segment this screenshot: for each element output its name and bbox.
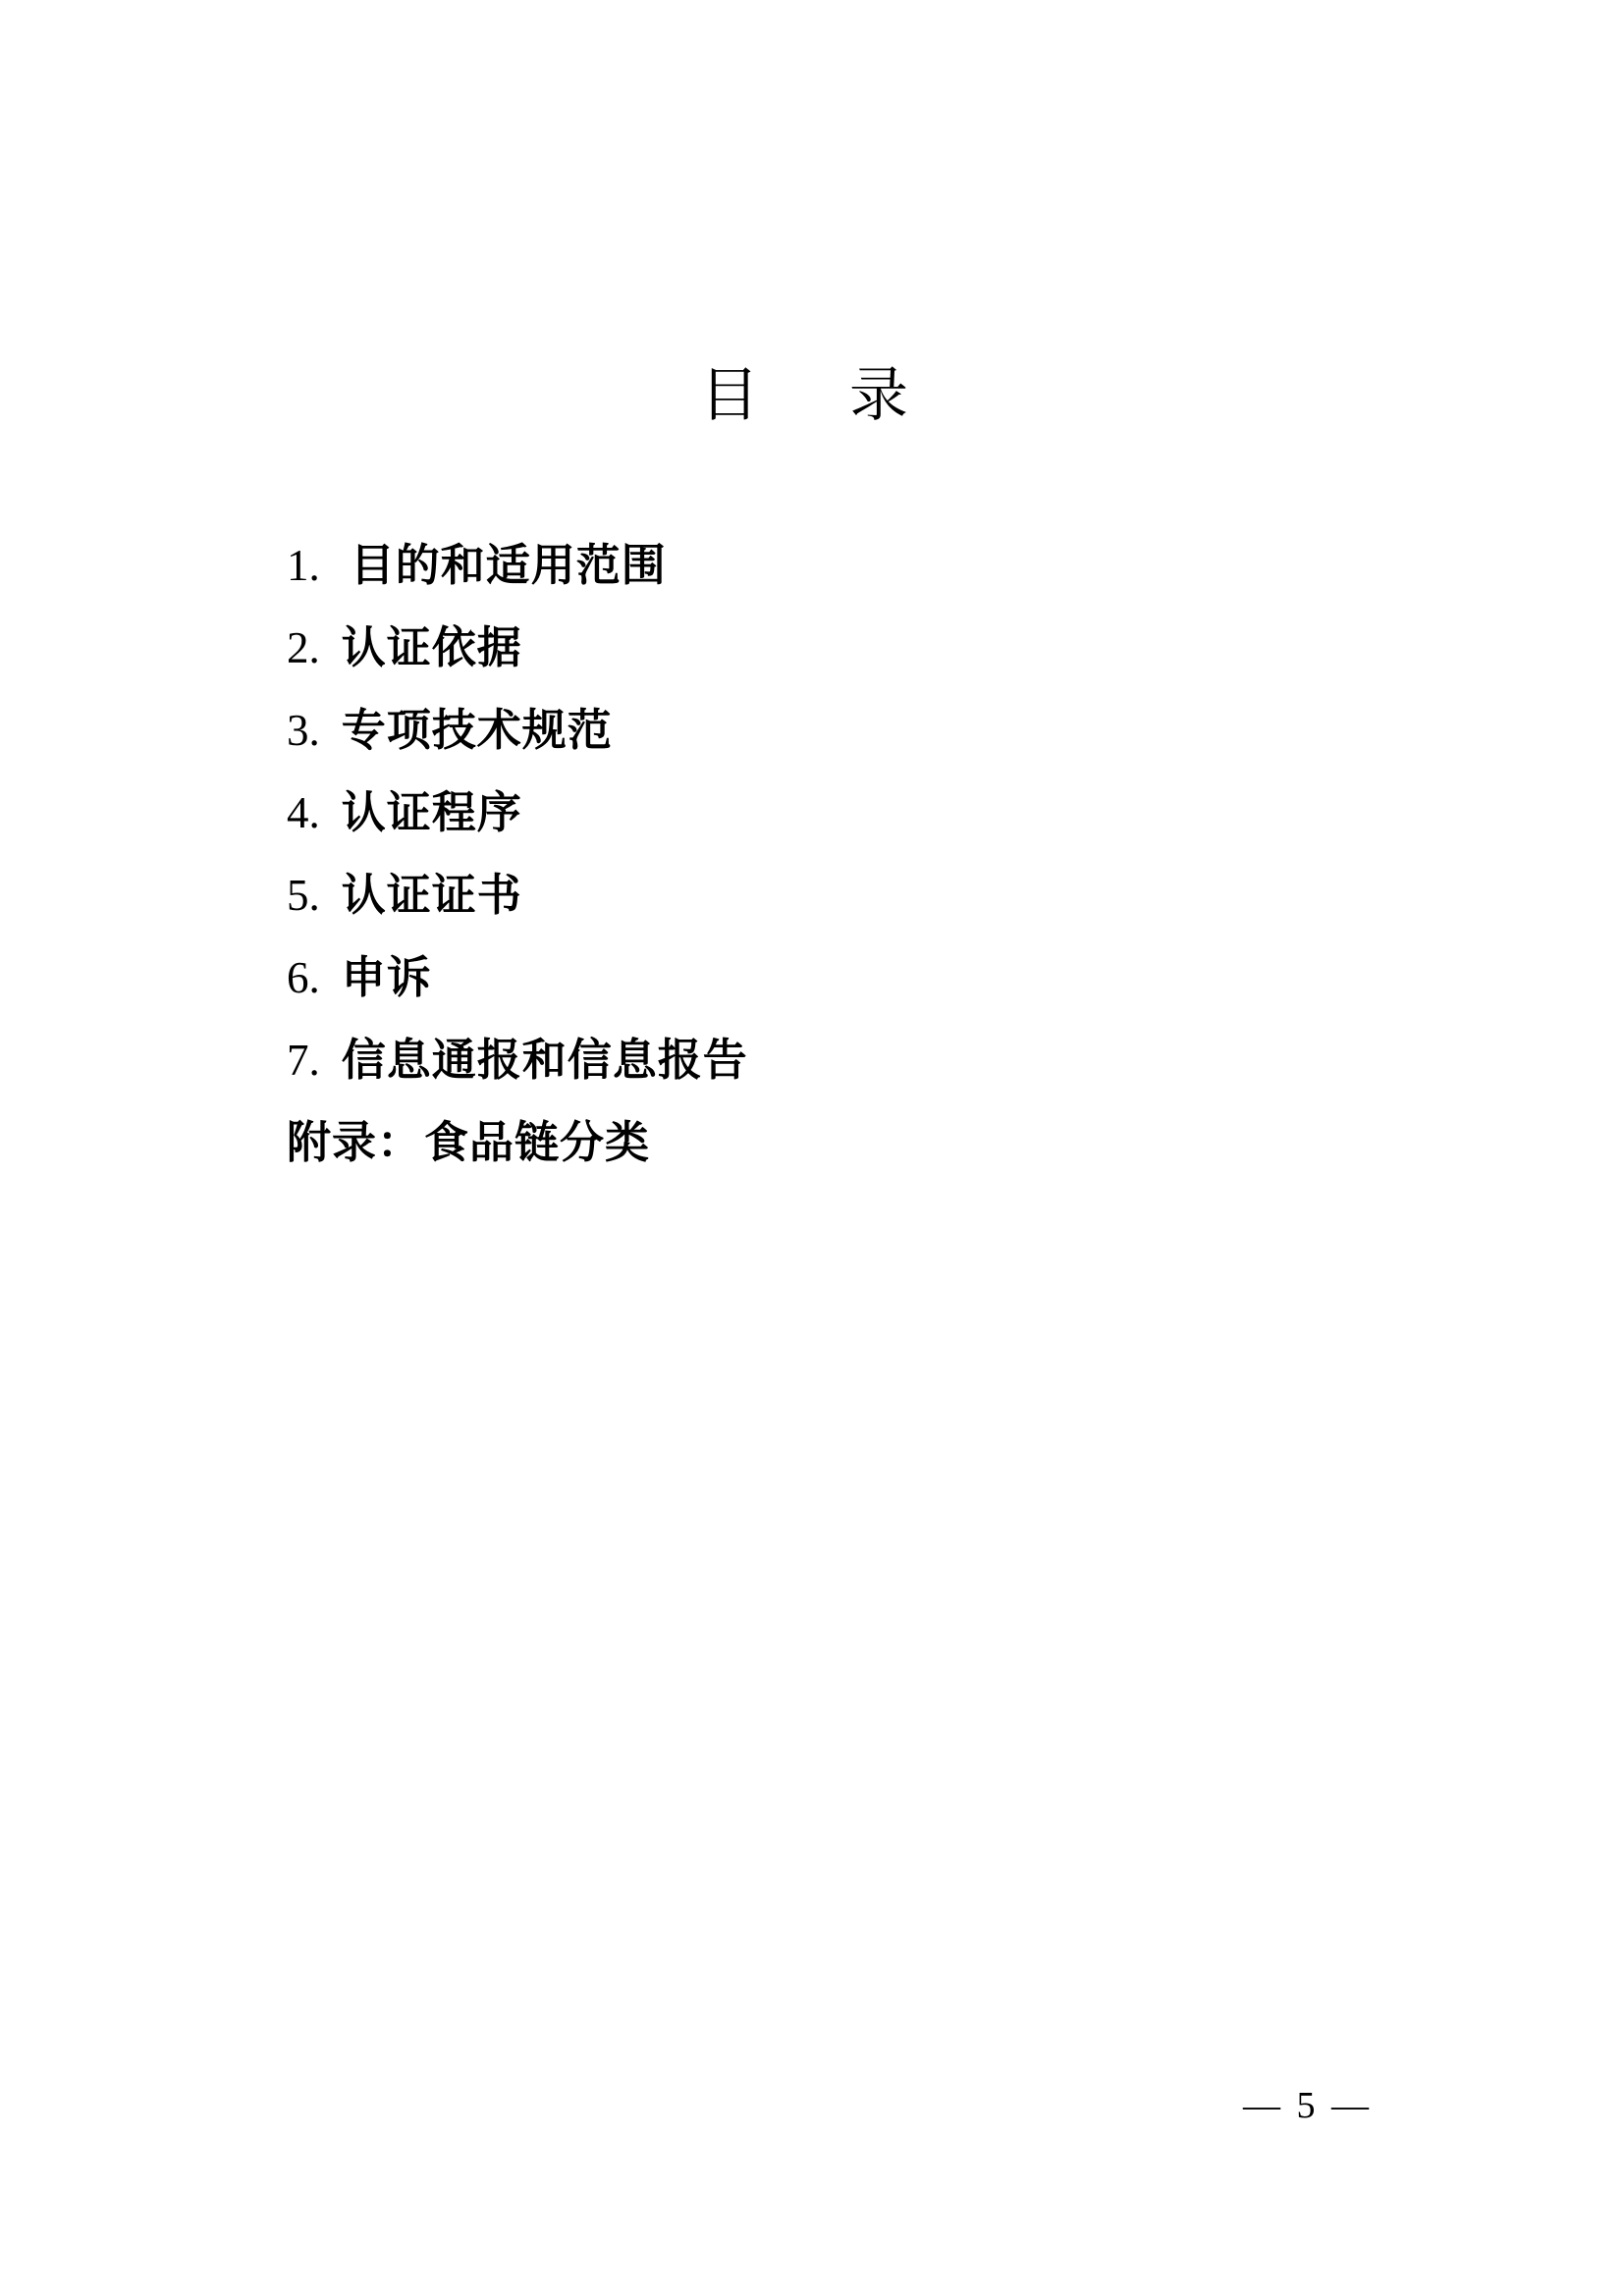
toc-item-3-number: 3. [287,706,320,755]
page-number: — 5 — [1243,2085,1369,2126]
toc-item-2-title: 认证依据 [341,622,522,672]
toc-item-appendix-label: 附录： [287,1117,423,1167]
toc-item-6-number: 6. [287,953,320,1002]
toc-item-appendix [287,1101,748,1184]
toc-item-7-number: 7. [287,1036,320,1085]
toc-item-4 [287,772,748,854]
toc-item-7-title: 信息通报和信息报告 [341,1035,748,1085]
toc-item-appendix-title: 食品链分类 [424,1117,651,1167]
toc-item-7 [287,1019,748,1101]
toc-item-3-title: 专项技术规范 [341,705,613,755]
toc-item-6 [287,936,748,1019]
toc-item-1-title: 目的和适用范围 [350,540,667,590]
toc-item-3 [287,689,748,772]
toc-item-5-title: 认证证书 [341,870,522,920]
toc-item-6-title: 申诉 [341,952,432,1002]
toc-item-1-number: 1. [287,541,320,590]
toc-item-5 [287,854,748,936]
table-of-contents [287,524,748,1184]
toc-item-2-number: 2. [287,623,320,672]
toc-item-4-number: 4. [287,788,320,837]
toc-item-2 [287,607,748,689]
toc-item-1 [287,524,748,607]
toc-item-5-number: 5. [287,871,320,920]
toc-item-4-title: 认证程序 [341,787,522,837]
page-title: 目 录 [700,363,924,428]
